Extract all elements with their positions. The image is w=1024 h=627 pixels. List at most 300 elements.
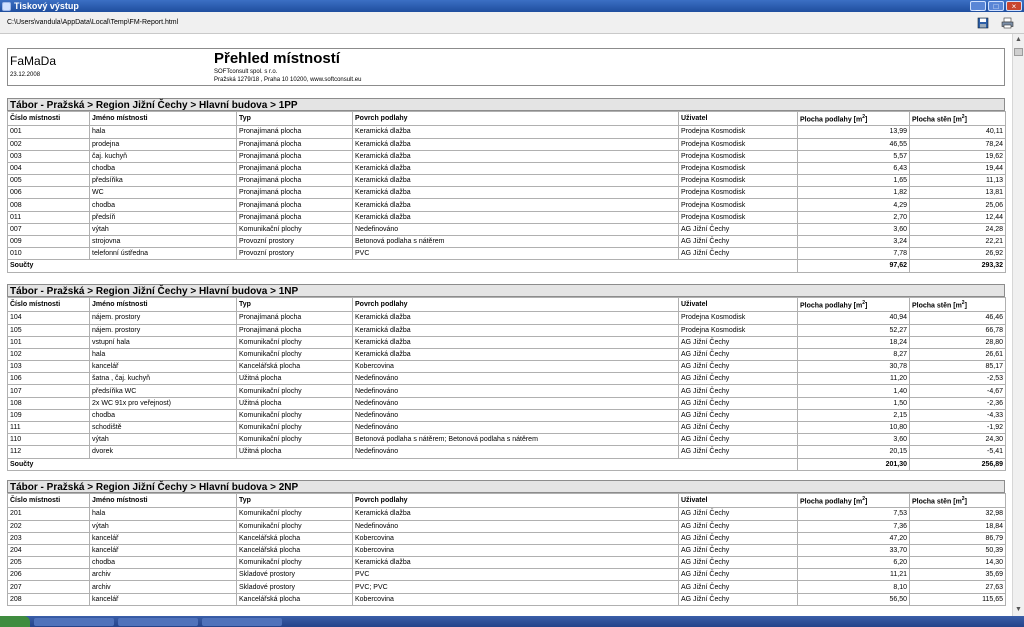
table-cell: 85,17	[910, 361, 1006, 373]
table-cell: 7,36	[798, 520, 910, 532]
table-cell: Prodejna Kosmodisk	[679, 187, 798, 199]
minimize-button[interactable]: _	[970, 1, 986, 11]
table-cell: chodba	[90, 199, 237, 211]
table-cell: Nedefinováno	[353, 385, 679, 397]
table-cell: 1,65	[798, 175, 910, 187]
table-cell: 206	[8, 569, 90, 581]
table-cell: AG Jižní Čechy	[679, 557, 798, 569]
table-cell: 11,13	[910, 175, 1006, 187]
table-cell: -5,41	[910, 446, 1006, 458]
table-cell: AG Jižní Čechy	[679, 361, 798, 373]
table-cell: PVC	[353, 248, 679, 260]
table-cell: AG Jižní Čechy	[679, 223, 798, 235]
table-cell: -1,92	[910, 422, 1006, 434]
table-cell: Pronajímaná plocha	[237, 150, 353, 162]
table-row[interactable]	[8, 397, 1006, 409]
table-cell: PVC	[353, 569, 679, 581]
window-titlebar	[0, 0, 1024, 12]
table-row[interactable]	[8, 138, 1006, 150]
column-header: Uživatel	[679, 494, 798, 508]
table-cell: Nedefinováno	[353, 520, 679, 532]
table-cell: -4,33	[910, 409, 1006, 421]
table-cell: Kancelářská plocha	[237, 593, 353, 605]
table-cell: kancelář	[90, 532, 237, 544]
table-cell: Komunikační plochy	[237, 520, 353, 532]
table-cell: 001	[8, 126, 90, 138]
table-cell: 26,92	[910, 248, 1006, 260]
table-cell: hala	[90, 508, 237, 520]
table-row[interactable]	[8, 223, 1006, 235]
table-cell: chodba	[90, 557, 237, 569]
sum-floor-area: 201,30	[798, 458, 910, 470]
vertical-scrollbar[interactable]	[1012, 34, 1024, 616]
table-cell: předsíňka WC	[90, 385, 237, 397]
table-cell: Pronajímaná plocha	[237, 199, 353, 211]
table-cell: čaj. kuchyň	[90, 150, 237, 162]
table-cell: hala	[90, 126, 237, 138]
table-row[interactable]	[8, 187, 1006, 199]
table-cell: Keramická dlažba	[353, 187, 679, 199]
column-header: Číslo místnosti	[8, 112, 90, 126]
table-cell: 33,70	[798, 544, 910, 556]
sum-label: Součty	[8, 458, 798, 470]
table-cell: AG Jižní Čechy	[679, 348, 798, 360]
table-cell: 105	[8, 324, 90, 336]
company-address: Pražská 1279/18 , Praha 10 10200, www.softconsult.eu	[214, 77, 362, 83]
report-section	[7, 284, 1005, 471]
table-cell: 28,80	[910, 336, 1006, 348]
table-cell: 66,78	[910, 324, 1006, 336]
table-cell: AG Jižní Čechy	[679, 422, 798, 434]
table-cell: 12,44	[910, 211, 1006, 223]
table-cell: AG Jižní Čechy	[679, 446, 798, 458]
table-cell: 6,43	[798, 162, 910, 174]
maximize-button[interactable]: □	[988, 1, 1004, 11]
column-header: Povrch podlahy	[353, 494, 679, 508]
sum-row	[8, 260, 1006, 272]
column-header: Uživatel	[679, 298, 798, 312]
table-cell: 003	[8, 150, 90, 162]
report-section	[7, 98, 1005, 273]
table-cell: AG Jižní Čechy	[679, 248, 798, 260]
table-cell: AG Jižní Čechy	[679, 593, 798, 605]
table-cell: 111	[8, 422, 90, 434]
table-row[interactable]	[8, 593, 1006, 605]
table-row[interactable]	[8, 508, 1006, 520]
table-cell: 11,21	[798, 569, 910, 581]
table-cell: 004	[8, 162, 90, 174]
table-header-row	[8, 298, 1006, 312]
table-cell: 13,99	[798, 126, 910, 138]
table-cell: Nedefinováno	[353, 422, 679, 434]
table-cell: Nedefinováno	[353, 409, 679, 421]
table-cell: 208	[8, 593, 90, 605]
table-cell: 107	[8, 385, 90, 397]
table-cell: 19,62	[910, 150, 1006, 162]
table-cell: AG Jižní Čechy	[679, 520, 798, 532]
table-cell: archiv	[90, 581, 237, 593]
column-header: Povrch podlahy	[353, 112, 679, 126]
file-path: C:\Users\vandula\AppData\Local\Temp\FM-Report.html	[7, 19, 179, 26]
table-cell: předsíňka	[90, 175, 237, 187]
column-header: Jméno místnosti	[90, 494, 237, 508]
table-cell: 18,24	[798, 336, 910, 348]
table-cell: AG Jižní Čechy	[679, 385, 798, 397]
save-icon[interactable]	[976, 16, 990, 30]
table-cell: Komunikační plochy	[237, 434, 353, 446]
taskbar-item[interactable]	[118, 618, 198, 626]
table-cell: Betonová podlaha s nátěrem; Betonová podlaha s nátěrem	[353, 434, 679, 446]
table-cell: chodba	[90, 162, 237, 174]
table-row[interactable]	[8, 520, 1006, 532]
table-row[interactable]	[8, 446, 1006, 458]
table-cell: výtah	[90, 223, 237, 235]
table-cell: 46,46	[910, 312, 1006, 324]
table-cell: 52,27	[798, 324, 910, 336]
table-cell: 011	[8, 211, 90, 223]
table-cell: Komunikační plochy	[237, 385, 353, 397]
table-cell: vstupní hala	[90, 336, 237, 348]
table-cell: 27,63	[910, 581, 1006, 593]
table-cell: Betonová podlaha s nátěrem	[353, 236, 679, 248]
column-header: Plocha podlahy $[m^2]$	[798, 112, 910, 126]
table-header-row	[8, 112, 1006, 126]
table-cell: Komunikační plochy	[237, 422, 353, 434]
table-cell: 102	[8, 348, 90, 360]
column-header: Plocha stěn $[m^2]$	[910, 298, 1006, 312]
table-cell: 005	[8, 175, 90, 187]
table-cell: 108	[8, 397, 90, 409]
column-header: Typ	[237, 112, 353, 126]
company-name: SOFTconsult spol. s r.o.	[214, 69, 278, 75]
section-title: Tábor - Pražská > Region Jižní Čechy > Hlavní budova > 2NP	[7, 480, 1005, 493]
table-row[interactable]	[8, 312, 1006, 324]
sum-row	[8, 458, 1006, 470]
report-view[interactable]	[0, 34, 1012, 616]
table-cell: 205	[8, 557, 90, 569]
scroll-down-icon[interactable]: ▼	[1015, 606, 1022, 613]
table-cell: Prodejna Kosmodisk	[679, 138, 798, 150]
table-cell: 46,55	[798, 138, 910, 150]
column-header: Povrch podlahy	[353, 298, 679, 312]
table-cell: 47,20	[798, 532, 910, 544]
table-cell: Prodejna Kosmodisk	[679, 175, 798, 187]
table-cell: 104	[8, 312, 90, 324]
table-cell: Prodejna Kosmodisk	[679, 150, 798, 162]
table-row[interactable]	[8, 175, 1006, 187]
table-row[interactable]	[8, 434, 1006, 446]
table-cell: Komunikační plochy	[237, 557, 353, 569]
table-cell: 101	[8, 336, 90, 348]
table-cell: 1,82	[798, 187, 910, 199]
table-row[interactable]	[8, 373, 1006, 385]
table-row[interactable]	[8, 422, 1006, 434]
table-cell: 1,50	[798, 397, 910, 409]
taskbar-item[interactable]	[202, 618, 282, 626]
table-cell: PVC; PVC	[353, 581, 679, 593]
table-cell: Skladové prostory	[237, 581, 353, 593]
sum-floor-area: 97,62	[798, 260, 910, 272]
table-cell: 25,06	[910, 199, 1006, 211]
table-cell: 50,39	[910, 544, 1006, 556]
logo: FaMaDa	[10, 54, 57, 68]
table-cell: nájem. prostory	[90, 324, 237, 336]
table-cell: AG Jižní Čechy	[679, 532, 798, 544]
table-cell: Komunikační plochy	[237, 348, 353, 360]
table-cell: 110	[8, 434, 90, 446]
report-section	[7, 480, 1005, 606]
column-header: Typ	[237, 494, 353, 508]
table-cell: Prodejna Kosmodisk	[679, 211, 798, 223]
table-cell: 5,57	[798, 150, 910, 162]
table-cell: 2,70	[798, 211, 910, 223]
table-cell: 10,80	[798, 422, 910, 434]
table-cell: 19,44	[910, 162, 1006, 174]
table-cell: Pronajímaná plocha	[237, 324, 353, 336]
table-row[interactable]	[8, 544, 1006, 556]
table-cell: Užitná plocha	[237, 373, 353, 385]
table-cell: 24,28	[910, 223, 1006, 235]
table-row[interactable]	[8, 409, 1006, 421]
table-cell: hala	[90, 348, 237, 360]
table-cell: Keramická dlažba	[353, 508, 679, 520]
table-row[interactable]	[8, 162, 1006, 174]
table-row[interactable]	[8, 126, 1006, 138]
table-row[interactable]	[8, 324, 1006, 336]
table-row[interactable]	[8, 150, 1006, 162]
table-cell: 86,79	[910, 532, 1006, 544]
table-cell: výtah	[90, 520, 237, 532]
table-cell: 203	[8, 532, 90, 544]
table-cell: kancelář	[90, 593, 237, 605]
table-cell: Keramická dlažba	[353, 557, 679, 569]
column-header: Uživatel	[679, 112, 798, 126]
column-header: Jméno místnosti	[90, 298, 237, 312]
table-cell: AG Jižní Čechy	[679, 508, 798, 520]
section-title: Tábor - Pražská > Region Jižní Čechy > Hlavní budova > 1PP	[7, 98, 1005, 111]
start-button[interactable]	[0, 616, 30, 627]
table-cell: kancelář	[90, 544, 237, 556]
table-cell: 26,61	[910, 348, 1006, 360]
table-cell: strojovna	[90, 236, 237, 248]
table-cell: 112	[8, 446, 90, 458]
table-cell: Keramická dlažba	[353, 336, 679, 348]
table-cell: Nedefinováno	[353, 446, 679, 458]
table-cell: 3,24	[798, 236, 910, 248]
table-cell: Nedefinováno	[353, 223, 679, 235]
table-cell: Prodejna Kosmodisk	[679, 162, 798, 174]
report-date: 23.12.2008	[10, 72, 41, 78]
table-cell: Komunikační plochy	[237, 508, 353, 520]
rooms-table	[7, 111, 1006, 273]
table-cell: Keramická dlažba	[353, 348, 679, 360]
table-cell: 7,53	[798, 508, 910, 520]
table-cell: WC	[90, 187, 237, 199]
table-cell: 6,20	[798, 557, 910, 569]
table-cell: 22,21	[910, 236, 1006, 248]
print-icon[interactable]	[1000, 16, 1014, 30]
table-cell: Prodejna Kosmodisk	[679, 126, 798, 138]
table-cell: Provozní prostory	[237, 248, 353, 260]
report-header	[7, 48, 1005, 86]
table-cell: Komunikační plochy	[237, 336, 353, 348]
table-cell: chodba	[90, 409, 237, 421]
address-bar	[0, 12, 1024, 34]
table-cell: 35,69	[910, 569, 1006, 581]
table-cell: Prodejna Kosmodisk	[679, 312, 798, 324]
table-cell: schodiště	[90, 422, 237, 434]
column-header: Plocha stěn $[m^2]$	[910, 494, 1006, 508]
table-cell: Keramická dlažba	[353, 150, 679, 162]
scroll-thumb[interactable]	[1014, 48, 1023, 56]
table-cell: Nedefinováno	[353, 373, 679, 385]
column-header: Plocha stěn $[m^2]$	[910, 112, 1006, 126]
table-row[interactable]	[8, 236, 1006, 248]
table-row[interactable]	[8, 348, 1006, 360]
report-title: Přehled místností	[214, 50, 340, 67]
column-header: Plocha podlahy $[m^2]$	[798, 494, 910, 508]
table-cell: 106	[8, 373, 90, 385]
table-cell: Keramická dlažba	[353, 138, 679, 150]
table-cell: -2,36	[910, 397, 1006, 409]
table-cell: předsíň	[90, 211, 237, 223]
table-cell: AG Jižní Čechy	[679, 236, 798, 248]
table-cell: AG Jižní Čechy	[679, 397, 798, 409]
table-row[interactable]	[8, 248, 1006, 260]
column-header: Plocha podlahy $[m^2]$	[798, 298, 910, 312]
rooms-table	[7, 493, 1006, 606]
table-cell: 3,60	[798, 223, 910, 235]
table-cell: 8,10	[798, 581, 910, 593]
table-row[interactable]	[8, 569, 1006, 581]
close-button[interactable]: ×	[1006, 1, 1022, 11]
table-cell: 008	[8, 199, 90, 211]
table-cell: 40,94	[798, 312, 910, 324]
table-cell: AG Jižní Čechy	[679, 569, 798, 581]
table-cell: nájem. prostory	[90, 312, 237, 324]
table-cell: Pronajímaná plocha	[237, 312, 353, 324]
table-cell: 14,30	[910, 557, 1006, 569]
table-cell: 007	[8, 223, 90, 235]
table-cell: -4,67	[910, 385, 1006, 397]
table-cell: kancelář	[90, 361, 237, 373]
table-cell: Kancelářská plocha	[237, 361, 353, 373]
table-cell: AG Jižní Čechy	[679, 544, 798, 556]
table-cell: šatna , čaj. kuchyň	[90, 373, 237, 385]
table-row[interactable]	[8, 581, 1006, 593]
column-header: Jméno místnosti	[90, 112, 237, 126]
table-cell: 009	[8, 236, 90, 248]
table-cell: AG Jižní Čechy	[679, 581, 798, 593]
table-cell: Prodejna Kosmodisk	[679, 199, 798, 211]
table-cell: Pronajímaná plocha	[237, 126, 353, 138]
table-cell: 78,24	[910, 138, 1006, 150]
table-cell: dvorek	[90, 446, 237, 458]
taskbar	[0, 616, 1024, 627]
table-cell: Kobercovina	[353, 544, 679, 556]
table-cell: archiv	[90, 569, 237, 581]
table-cell: telefonní ústředna	[90, 248, 237, 260]
table-cell: 115,65	[910, 593, 1006, 605]
table-cell: 13,81	[910, 187, 1006, 199]
table-row[interactable]	[8, 385, 1006, 397]
column-header: Typ	[237, 298, 353, 312]
table-row[interactable]	[8, 211, 1006, 223]
table-cell: 56,50	[798, 593, 910, 605]
table-cell: Užitná plocha	[237, 397, 353, 409]
scroll-up-icon[interactable]: ▲	[1015, 36, 1022, 43]
table-cell: 11,20	[798, 373, 910, 385]
table-row[interactable]	[8, 557, 1006, 569]
table-cell: 40,11	[910, 126, 1006, 138]
table-cell: Pronajímaná plocha	[237, 187, 353, 199]
table-cell: Skladové prostory	[237, 569, 353, 581]
table-cell: Prodejna Kosmodisk	[679, 324, 798, 336]
sum-wall-area: 256,89	[910, 458, 1006, 470]
table-cell: 3,60	[798, 434, 910, 446]
table-cell: Kobercovina	[353, 593, 679, 605]
table-row[interactable]	[8, 532, 1006, 544]
table-row[interactable]	[8, 361, 1006, 373]
table-cell: 1,40	[798, 385, 910, 397]
table-cell: 006	[8, 187, 90, 199]
table-cell: Keramická dlažba	[353, 162, 679, 174]
table-cell: Komunikační plochy	[237, 409, 353, 421]
table-cell: 8,27	[798, 348, 910, 360]
table-cell: 30,78	[798, 361, 910, 373]
table-cell: AG Jižní Čechy	[679, 336, 798, 348]
table-cell: 204	[8, 544, 90, 556]
table-cell: Pronajímaná plocha	[237, 138, 353, 150]
window-title: Tiskový výstup	[14, 1, 79, 11]
table-cell: AG Jižní Čechy	[679, 373, 798, 385]
table-cell: 2,15	[798, 409, 910, 421]
table-cell: 002	[8, 138, 90, 150]
table-cell: Nedefinováno	[353, 397, 679, 409]
table-cell: 103	[8, 361, 90, 373]
sum-label: Součty	[8, 260, 798, 272]
app-icon	[2, 2, 11, 11]
table-cell: 4,29	[798, 199, 910, 211]
table-cell: Keramická dlažba	[353, 211, 679, 223]
table-cell: 18,84	[910, 520, 1006, 532]
table-cell: Kobercovina	[353, 532, 679, 544]
table-cell: -2,53	[910, 373, 1006, 385]
table-cell: 202	[8, 520, 90, 532]
table-cell: AG Jižní Čechy	[679, 409, 798, 421]
table-cell: Keramická dlažba	[353, 175, 679, 187]
table-cell: 20,15	[798, 446, 910, 458]
column-header: Číslo místnosti	[8, 494, 90, 508]
table-cell: Kancelářská plocha	[237, 532, 353, 544]
table-cell: 201	[8, 508, 90, 520]
table-cell: výtah	[90, 434, 237, 446]
table-cell: 010	[8, 248, 90, 260]
section-title: Tábor - Pražská > Region Jižní Čechy > Hlavní budova > 1NP	[7, 284, 1005, 297]
table-cell: 32,98	[910, 508, 1006, 520]
table-header-row	[8, 494, 1006, 508]
table-cell: Pronajímaná plocha	[237, 175, 353, 187]
table-row[interactable]	[8, 199, 1006, 211]
table-cell: Provozní prostory	[237, 236, 353, 248]
table-cell: 24,30	[910, 434, 1006, 446]
table-cell: AG Jižní Čechy	[679, 434, 798, 446]
taskbar-item[interactable]	[34, 618, 114, 626]
table-cell: prodejna	[90, 138, 237, 150]
table-row[interactable]	[8, 336, 1006, 348]
table-cell: Keramická dlažba	[353, 324, 679, 336]
sum-wall-area: 293,32	[910, 260, 1006, 272]
